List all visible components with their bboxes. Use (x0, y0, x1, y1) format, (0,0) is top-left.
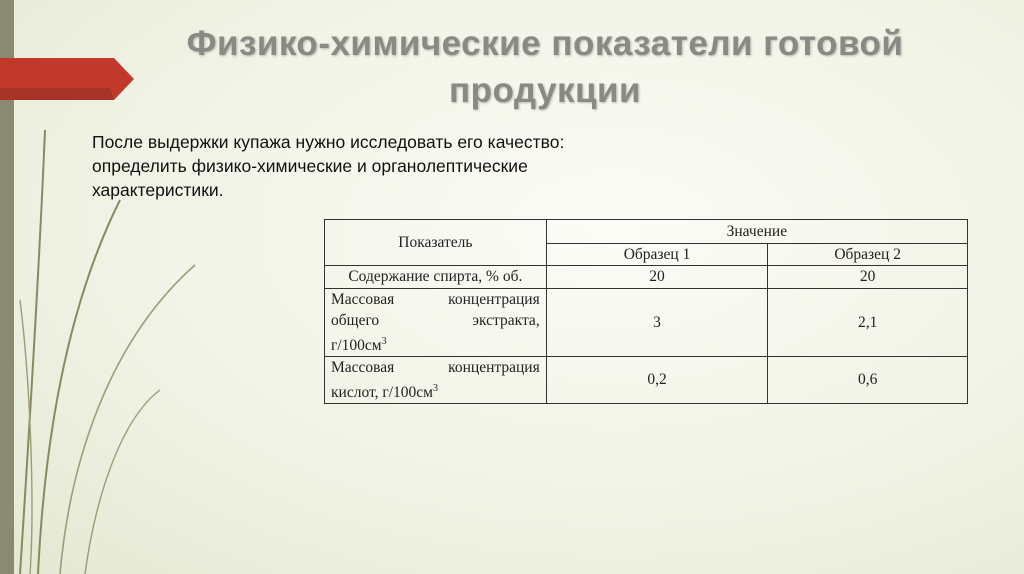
row-label-text: Массовая концентрация (331, 359, 540, 377)
title-line-2: продукции (448, 71, 642, 110)
table-row (325, 357, 968, 404)
header-sample-2: Образец 2 (768, 244, 968, 266)
header-sample-1: Образец 1 (546, 244, 768, 266)
table-row (325, 289, 968, 357)
unit-superscript: 3 (381, 336, 387, 347)
table-row (325, 266, 968, 289)
slide-title (150, 20, 940, 114)
intro-line-3: характеристики. (92, 180, 224, 200)
row-label-unit (331, 378, 540, 403)
row-value-sample-2: 2,1 (768, 289, 968, 357)
row-label-unit (331, 331, 540, 356)
red-arrow-tab (0, 58, 134, 100)
intro-line-2: определить физико-химические и органолептические (92, 156, 528, 176)
row-value-sample-1: 20 (546, 266, 768, 289)
row-value-sample-1: 3 (546, 289, 768, 357)
row-label-text: Массовая концентрация общего экстракта, (331, 291, 540, 329)
row-value-sample-2: 20 (768, 266, 968, 289)
header-indicator: Показатель (325, 220, 547, 266)
intro-paragraph (92, 130, 712, 202)
unit-text: г/100см (331, 337, 382, 355)
row-value-sample-1: 0,2 (546, 357, 768, 404)
row-label (325, 357, 547, 404)
row-label (325, 289, 547, 357)
title-line-1: Физико-химические показатели готовой (186, 24, 904, 63)
row-value-sample-2: 0,6 (768, 357, 968, 404)
header-value: Значение (546, 220, 967, 244)
indicators-table (324, 219, 968, 404)
intro-line-1: После выдержки купажа нужно исследовать его качество: (92, 132, 565, 152)
unit-text: кислот, г/100см (331, 384, 433, 402)
row-label: Содержание спирта, % об. (325, 266, 547, 289)
unit-superscript: 3 (432, 383, 438, 395)
